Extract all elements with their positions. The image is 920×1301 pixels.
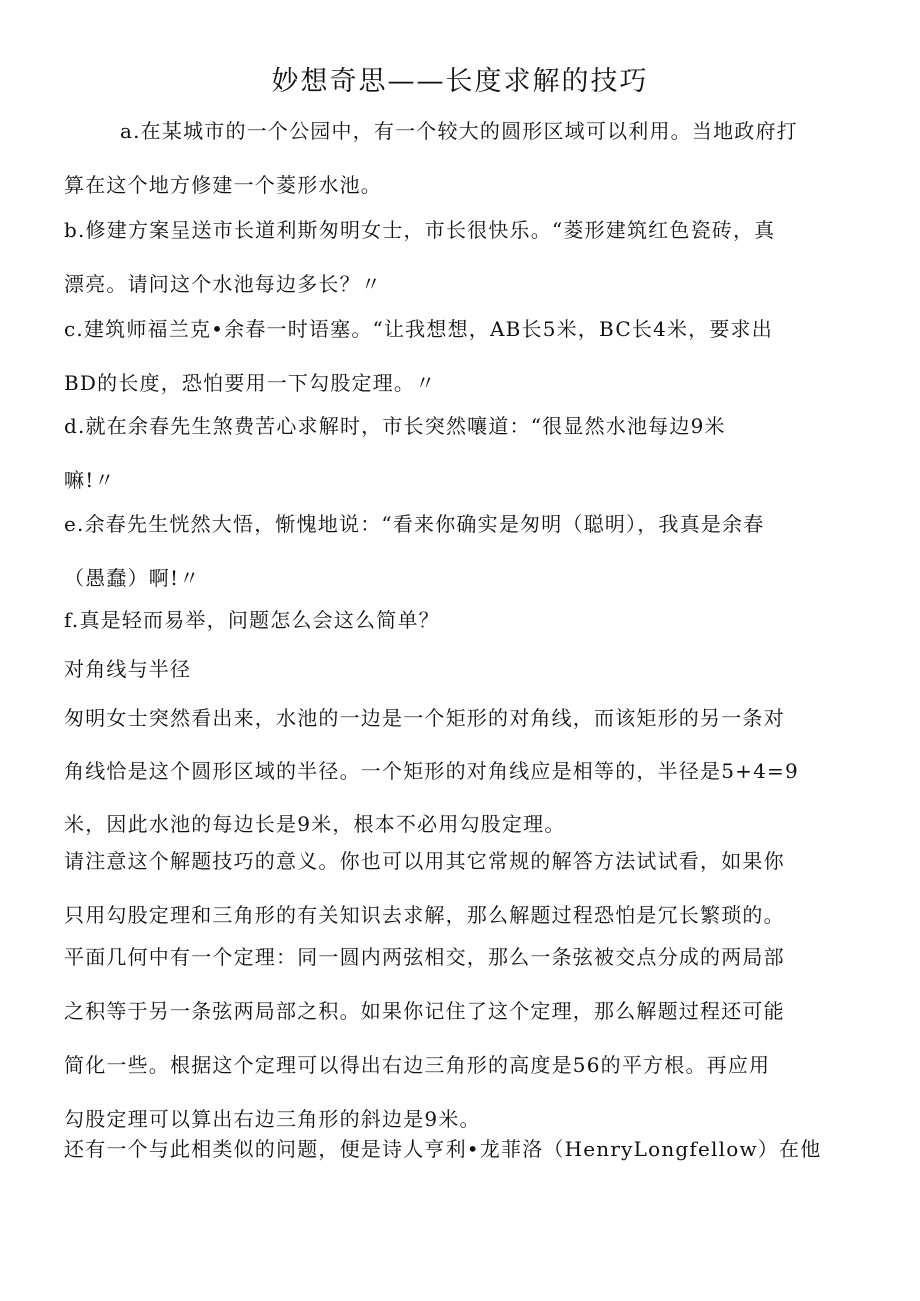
paragraph-a <box>64 104 864 212</box>
paragraph-d <box>64 399 864 507</box>
paragraph-line: 米，因此水池的每边长是9米，根本不必用勾股定理。 <box>64 812 566 836</box>
paragraph-line: 勾股定理可以算出右边三角形的斜边是9米。 <box>64 1107 481 1131</box>
paragraph-theorem <box>64 930 864 1146</box>
paragraph-line: 还有一个与此相类似的问题，便是诗人亨利•龙菲洛（HenryLongfellow）在他 <box>64 1137 822 1161</box>
paragraph-line: 算在这个地方修建一个菱形水池。 <box>64 173 382 197</box>
paragraph-c <box>64 302 864 410</box>
paragraph-line: e.余春先生恍然大悟，惭愧地说：“看来你确实是匆明（聪明），我真是余春 <box>64 512 765 536</box>
paragraph-line: 简化一些。根据这个定理可以得出右边三角形的高度是56的平方根。再应用 <box>64 1053 771 1077</box>
paragraph-line: BD的长度，恐怕要用一下勾股定理。〃 <box>64 371 437 395</box>
paragraph-line: （愚蠢）啊!〃 <box>64 566 201 590</box>
document-title: 妙想奇思——长度求解的技巧 <box>271 66 649 97</box>
paragraph-line: c.建筑师福兰克•余春一时语塞。“让我想想，AB长5米，BC长4米，要求出 <box>64 317 773 341</box>
paragraph-line: 嘛!〃 <box>64 468 116 492</box>
paragraph-line: b.修建方案呈送市长道利斯匆明女士，市长很快乐。“菱形建筑红色瓷砖，真 <box>64 218 776 242</box>
paragraph-diagonal <box>64 691 864 850</box>
paragraph-line: 角线恰是这个圆形区域的半径。一个矩形的对角线应是相等的，半径是5+4=9 <box>64 759 799 783</box>
section-heading <box>64 642 864 696</box>
paragraph-technique <box>64 834 864 942</box>
paragraph-line: d.就在余春先生煞费苦心求解时，市长突然嚷道：“很显然水池每边9米 <box>64 414 726 438</box>
heading-text: 对角线与半径 <box>64 657 192 681</box>
paragraph-line: f.真是轻而易举，问题怎么会这么简单？ <box>64 608 440 632</box>
paragraph-e <box>64 497 864 605</box>
paragraph-line: a.在某城市的一个公园中，有一个较大的圆形区域可以利用。当地政府打 <box>120 119 798 143</box>
paragraph-line: 请注意这个解题技巧的意义。你也可以用其它常规的解答方法试试看，如果你 <box>64 849 785 873</box>
paragraph-line: 之积等于另一条弦两局部之积。如果你记住了这个定理，那么解题过程还可能 <box>64 999 785 1023</box>
paragraph-line: 漂亮。请问这个水池每边多长？〃 <box>64 272 382 296</box>
paragraph-b <box>64 203 864 311</box>
paragraph-line: 平面几何中有一个定理：同一圆内两弦相交，那么一条弦被交点分成的两局部 <box>64 945 785 969</box>
paragraph-f <box>64 593 864 647</box>
paragraph-longfellow <box>64 1122 864 1176</box>
paragraph-line: 只用勾股定理和三角形的有关知识去求解，那么解题过程恐怕是冗长繁琐的。 <box>64 903 785 927</box>
paragraph-line: 匆明女士突然看出来，水池的一边是一个矩形的对角线，而该矩形的另一条对 <box>64 706 785 730</box>
